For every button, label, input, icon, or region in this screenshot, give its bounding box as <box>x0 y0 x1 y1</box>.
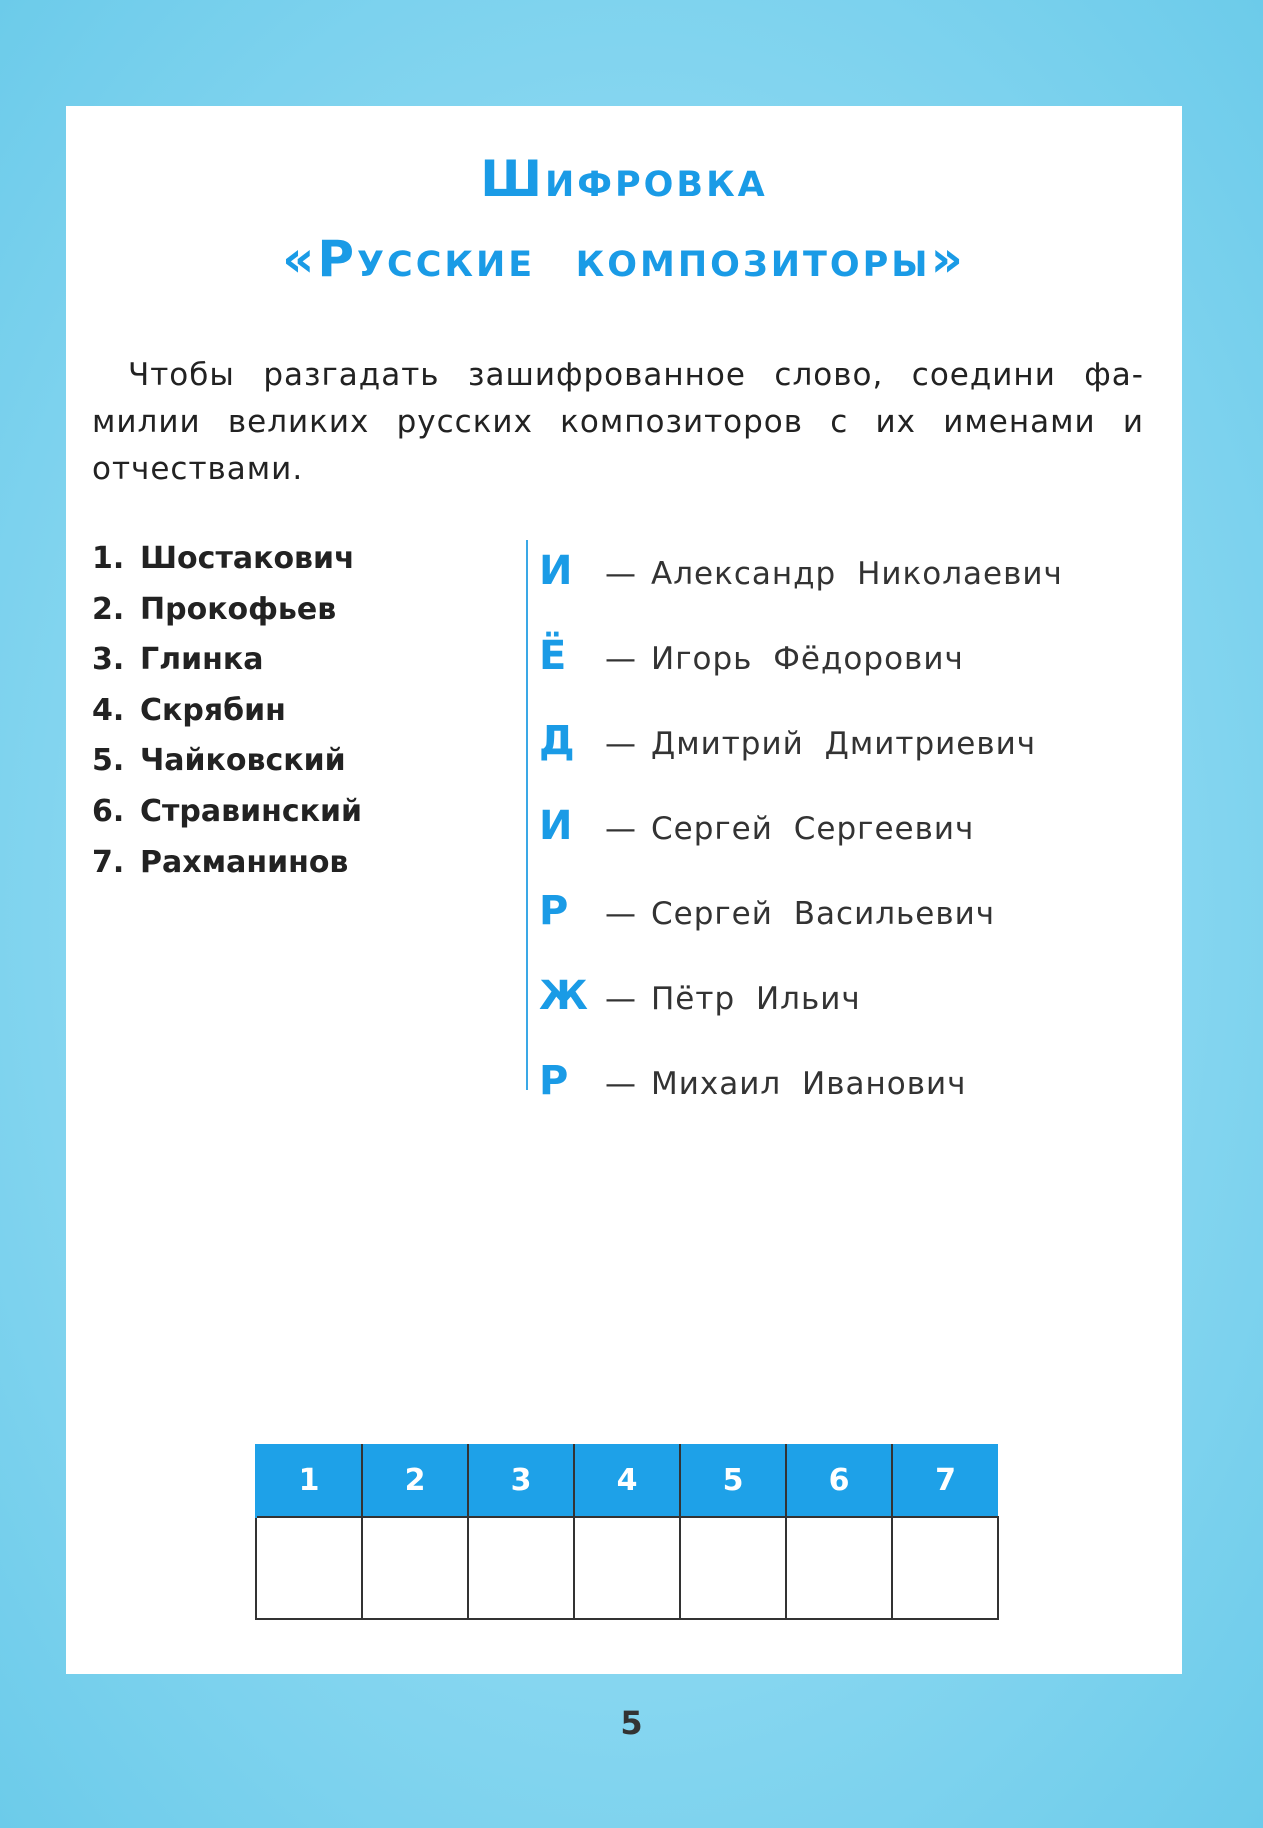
surname-text: Глинка <box>140 642 264 678</box>
surname-text: Прокофьев <box>140 591 337 627</box>
instructions-text <box>92 352 1144 493</box>
answer-header-cell: 4 <box>574 1444 680 1517</box>
answer-cell[interactable] <box>468 1517 574 1619</box>
name-item[interactable] <box>539 1050 1063 1135</box>
dash: — <box>605 641 637 677</box>
answer-header-cell: 7 <box>892 1444 998 1517</box>
surname-number: 2. <box>92 591 125 627</box>
name-item[interactable] <box>539 965 1063 1050</box>
surname-text: Стравинский <box>140 793 363 829</box>
name-text: Пётр Ильич <box>651 981 861 1017</box>
instructions-line-3: отчествами. <box>92 451 304 487</box>
answer-header-cell: 1 <box>256 1444 362 1517</box>
answer-table <box>255 1444 999 1620</box>
dash: — <box>605 896 637 932</box>
cipher-letter: Р <box>539 1058 570 1104</box>
name-text: Дмитрий Дмитриевич <box>651 726 1037 762</box>
name-item[interactable] <box>539 540 1063 625</box>
composer-surnames-list <box>92 534 362 888</box>
cipher-letter: Ё <box>539 633 568 679</box>
surname-text: Шостакович <box>140 541 355 576</box>
page-title: Шифровка <box>480 150 768 208</box>
surname-item[interactable] <box>92 736 362 787</box>
answer-header-cell: 3 <box>468 1444 574 1517</box>
instructions-line-2: милии великих русских композиторов с их именами и <box>92 404 1144 440</box>
surname-item[interactable] <box>92 686 362 737</box>
cipher-letter: И <box>539 548 574 594</box>
surname-item[interactable] <box>92 585 362 636</box>
surname-item[interactable] <box>92 635 362 686</box>
surname-number: 7. <box>92 844 125 880</box>
cipher-letter: Д <box>539 718 576 764</box>
composer-names-list <box>539 540 1063 1135</box>
name-text: Александр Николаевич <box>651 556 1063 592</box>
answer-header-row <box>256 1444 998 1517</box>
answer-cell[interactable] <box>362 1517 468 1619</box>
name-text: Игорь Фёдорович <box>651 641 964 677</box>
name-text: Сергей Сергеевич <box>651 811 975 847</box>
name-text: Сергей Васильевич <box>651 896 996 932</box>
cipher-letter: Р <box>539 888 570 934</box>
cipher-letter: Ж <box>539 973 589 1019</box>
surname-text: Рахманинов <box>140 844 349 880</box>
surname-number: 3. <box>92 642 125 678</box>
cipher-letter: И <box>539 803 574 849</box>
answer-cell[interactable] <box>680 1517 786 1619</box>
dash: — <box>605 1066 637 1102</box>
answer-input-row <box>256 1517 998 1619</box>
surname-text: Чайковский <box>140 743 346 779</box>
surname-number: 1. <box>92 541 125 576</box>
surname-item[interactable] <box>92 534 362 585</box>
name-item[interactable] <box>539 795 1063 880</box>
dash: — <box>605 726 637 762</box>
name-text: Михаил Иванович <box>651 1066 967 1102</box>
dash: — <box>605 556 637 592</box>
instructions-line-1: Чтобы разгадать зашифрованное слово, соедини фа- <box>128 357 1144 393</box>
surname-number: 6. <box>92 793 125 829</box>
answer-cell[interactable] <box>256 1517 362 1619</box>
surname-item[interactable] <box>92 838 362 889</box>
surname-number: 5. <box>92 743 125 779</box>
page-subtitle: «Русские композиторы» <box>282 230 966 288</box>
answer-header-cell: 2 <box>362 1444 468 1517</box>
dash: — <box>605 981 637 1017</box>
answer-cell[interactable] <box>786 1517 892 1619</box>
worksheet-page <box>66 106 1182 1674</box>
surname-item[interactable] <box>92 787 362 838</box>
name-item[interactable] <box>539 880 1063 965</box>
column-divider <box>526 540 528 1090</box>
surname-text: Скрябин <box>140 692 286 728</box>
name-item[interactable] <box>539 710 1063 795</box>
name-item[interactable] <box>539 625 1063 710</box>
answer-cell[interactable] <box>892 1517 998 1619</box>
surname-number: 4. <box>92 692 125 728</box>
answer-header-cell: 5 <box>680 1444 786 1517</box>
answer-header-cell: 6 <box>786 1444 892 1517</box>
dash: — <box>605 811 637 847</box>
answer-cell[interactable] <box>574 1517 680 1619</box>
page-number: 5 <box>620 1704 643 1742</box>
